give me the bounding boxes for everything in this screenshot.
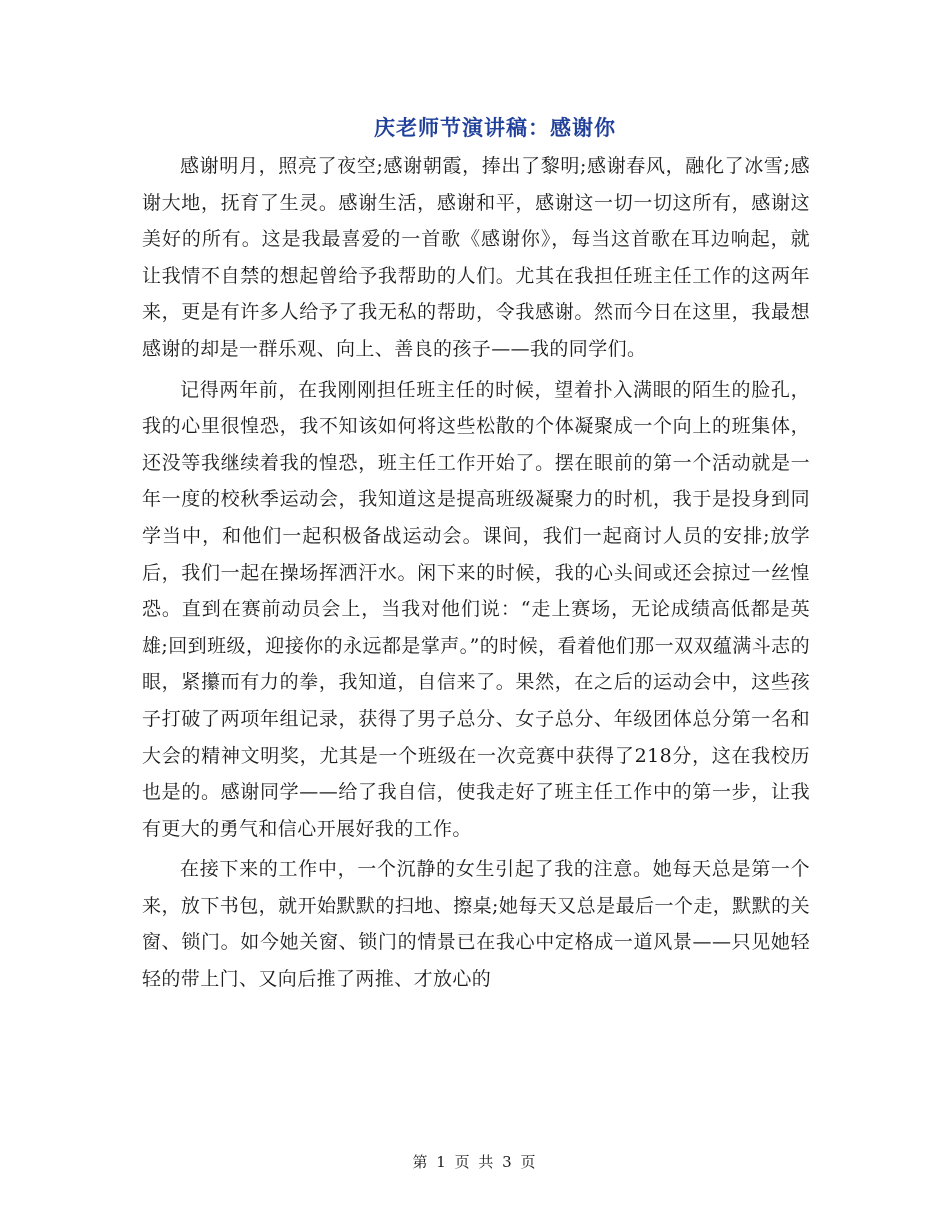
paragraph-3: 在接下来的工作中，一个沉静的女生引起了我的注意。她每天总是第一个来，放下书包，就开始默默的扫地、擦桌;她每天又总是最后一个走，默默的关窗、锁门。如今她关窗、锁门的情景已在我心中定格成一道风景——只见她轻轻的带上门、又向后推了两推、才放心的: [142, 858, 810, 991]
paragraph-2: 记得两年前，在我刚刚担任班主任的时候，望着扑入满眼的陌生的脸孔，我的心里很惶恐，我不知该如何将这些松散的个体凝聚成一个向上的班集体，还没等我继续着我的惶恐，班主任工作开始了。摆在眼前的第一个活动就是一年一度的校秋季运动会，我知道这是提高班级凝聚力的时机，我于是投身到同学当中，和他们一起积极备战运动会。课间，我们一起商讨人员的安排;放学后，我们一起在操场挥洒汗水。闲下来的时候，我的心头间或还会掠过一丝惶恐。直到在赛前动员会上，当我对他们说：“走上赛场，无论成绩高低都是英雄;回到班级，迎接你的永远都是掌声。”的时候，看着他们那一双双蕴满斗志的眼，紧攥而有力的拳，我知道，自信来了。果然，在之后的运动会中，这些孩子打破了两项年组记录，获得了男子总分、女子总分、年级团体总分第一名和大会的精神文明奖，尤其是一个班级在一次竞赛中获得了218分，这在我校历也是的。感谢同学——给了我自信，使我走好了班主任工作中的第一步，让我有更大的勇气和信心开展好我的工作。: [142, 378, 810, 840]
page-number-footer: 第 1 页 共 3 页: [412, 1153, 538, 1171]
document-title: 庆老师节演讲稿：感谢你: [374, 115, 616, 140]
paragraph-1: 感谢明月，照亮了夜空;感谢朝霞，捧出了黎明;感谢春风，融化了冰雪;感谢大地，抚育了生灵。感谢生活，感谢和平，感谢这一切一切这所有，感谢这美好的所有。这是我最喜爱的一首歌《感谢你》，每当这首歌在耳边响起，就让我情不自禁的想起曾给予我帮助的人们。尤其在我担任班主任工作的这两年来，更是有许多人给予了我无私的帮助，令我感谢。然而今日在这里，我最想感谢的却是一群乐观、向上、善良的孩子——我的同学们。: [142, 155, 810, 360]
document-body: [142, 148, 810, 1002]
